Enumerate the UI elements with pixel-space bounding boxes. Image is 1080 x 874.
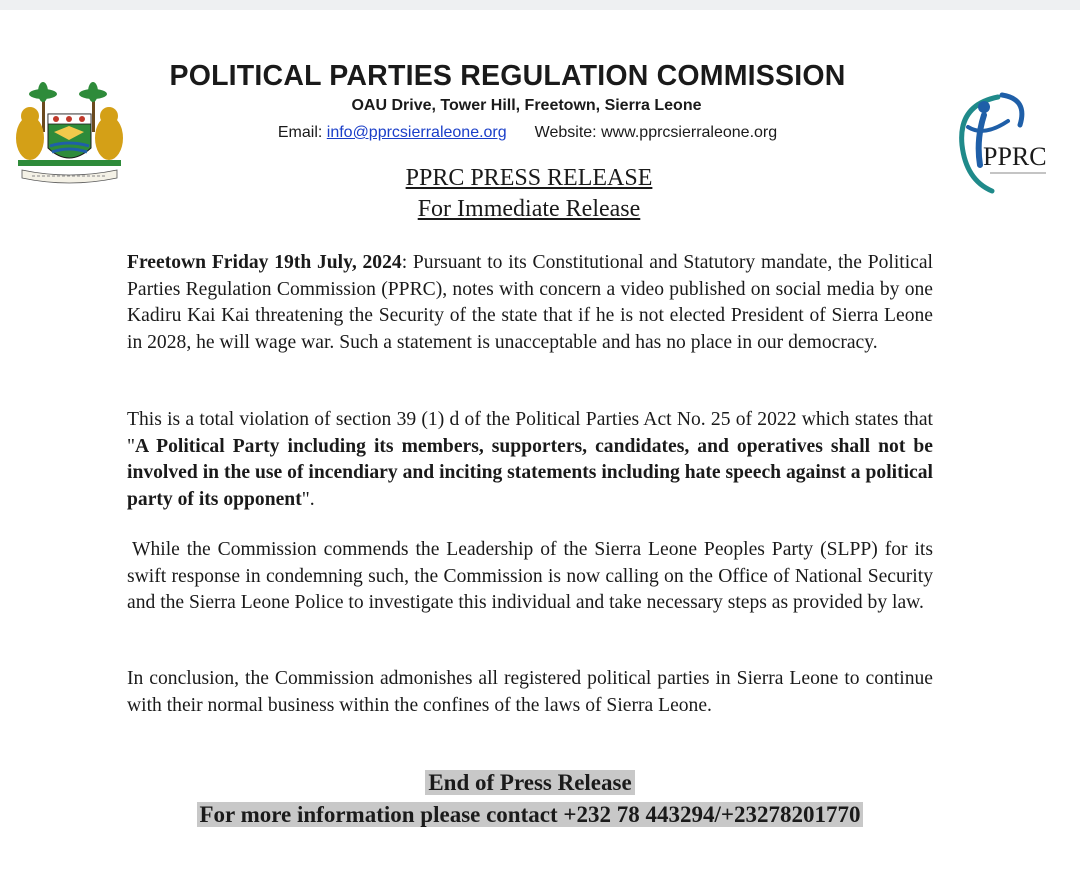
website-label: Website: [534, 124, 602, 141]
paragraph-2 [127, 407, 933, 513]
website-link[interactable]: www.pprcsierraleone.org [601, 124, 778, 141]
press-release-title: PPRC PRESS RELEASE [405, 165, 653, 191]
email-label: Email: [277, 124, 327, 141]
paragraph-2-end: ". [301, 488, 315, 510]
organization-address: OAU Drive, Tower Hill, Freetown, Sierra Leone [351, 97, 702, 114]
contact-info-text: For more information please contact +232 78 443294/+23278201770 [197, 802, 864, 827]
press-release-subtitle: For Immediate Release [417, 196, 641, 222]
paragraph-1 [127, 250, 933, 356]
paragraph-2-text: This is a total violation of section 39 (1) d of the Political Parties Act No. 25 of 2022 which states that " [127, 409, 933, 457]
email-link[interactable]: info@pprcsierraleone.org [326, 124, 507, 141]
end-of-release-text: End of Press Release [425, 770, 634, 795]
paragraph-3: While the Commission commends the Leadership of the Sierra Leone Peoples Party (SLPP) for its swift response in condemning such, the Commission is now calling on the Office of National Security and the Sierra Leone Police to investigate this individual and take necessary steps as provided by law. [127, 539, 933, 613]
end-of-release [0, 770, 1060, 796]
paragraph-1-text: : Pursuant to its Constitutional and Statutory mandate, the Political Parties Regulation Commission (PPRC), notes with concern a video published on social media by one Kadiru Kai Kai threatening the Security of the state that if he is not elected President of Sierra Leone in 2028, he will wage war. Such a statement is unacceptable and has no place in our democracy. [127, 252, 933, 353]
paragraph-4: In conclusion, the Commission admonishes all registered political parties in Sierra Leone to continue with their normal business within the confines of the laws of Sierra Leone. [127, 668, 933, 716]
pprc-logo-text: PPRC [983, 142, 1047, 171]
contact-info [0, 802, 1060, 828]
contact-line [0, 124, 1055, 142]
act-quotation: A Political Party including its members, supporters, candidates, and operatives shall not be involved in the use of incendiary and inciting statements including hate speech against a political party of its opponent [127, 435, 933, 510]
top-bar [0, 0, 1080, 10]
dateline: Freetown Friday 19th July, 2024 [127, 252, 402, 273]
organization-title: POLITICAL PARTIES REGULATION COMMISSION [169, 60, 846, 92]
